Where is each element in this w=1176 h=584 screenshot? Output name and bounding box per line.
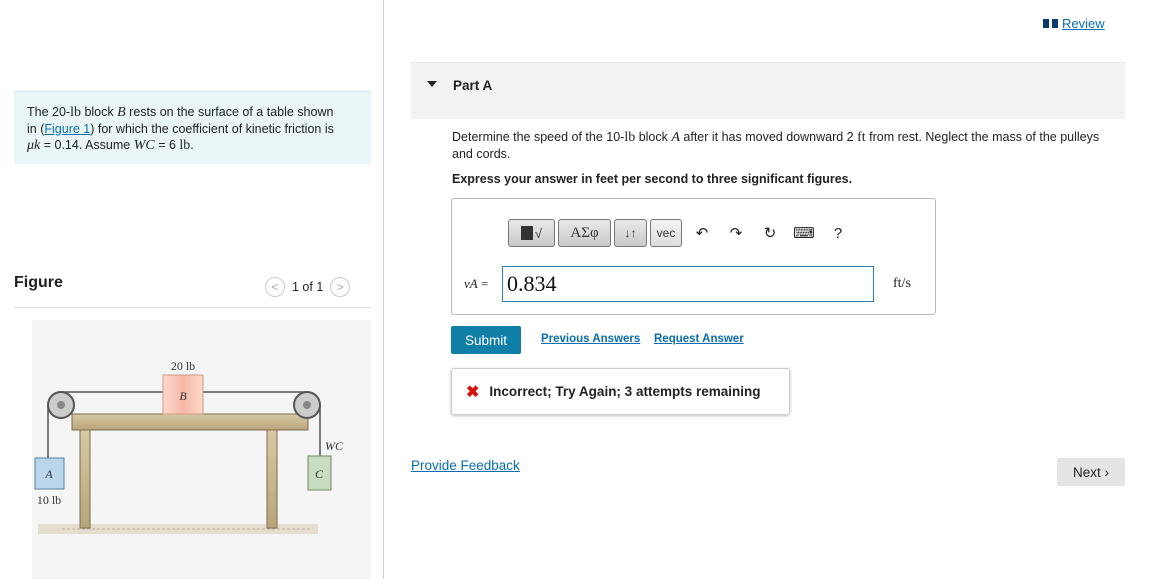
provide-feedback-link[interactable]: Provide Feedback <box>411 458 520 473</box>
unit-lb: lb <box>179 138 191 153</box>
mu-symbol: μk <box>27 138 41 153</box>
weight-label-20lb: 20 lb <box>170 359 196 373</box>
figure-title: Figure <box>14 274 63 291</box>
collapse-triangle-icon <box>427 81 437 87</box>
problem-text: ) for which the coefficient of kinetic friction is <box>90 122 334 136</box>
question-fragment: Determine the speed of the 10- <box>452 130 625 144</box>
problem-text: . <box>190 138 194 152</box>
question-fragment: from rest. Neglect the mass of the pulleys and cords. <box>452 130 1100 161</box>
reset-icon[interactable]: ↻ <box>763 225 777 242</box>
problem-text: in ( <box>27 122 45 136</box>
problem-statement <box>14 91 371 164</box>
left-panel <box>0 0 384 579</box>
equals-sign: = <box>477 276 489 291</box>
unit-lb: lb <box>70 105 81 120</box>
weight-label-10lb: 10 lb <box>36 493 62 507</box>
chevron-left-icon[interactable]: < <box>265 277 285 297</box>
feedback-message <box>451 368 790 415</box>
problem-text: The 20- <box>27 105 71 119</box>
arrows-button[interactable]: ↓↑ <box>614 219 647 247</box>
block-a-label: A <box>45 467 53 481</box>
figure-link[interactable]: Figure 1 <box>44 122 91 136</box>
redo-icon[interactable]: ↷ <box>729 225 743 242</box>
part-label: Part A <box>453 78 493 93</box>
next-button[interactable] <box>1057 458 1125 486</box>
next-label: Next <box>1072 464 1101 480</box>
pulley-table-diagram <box>14 320 371 579</box>
problem-text: rests on the surface of a table shown <box>125 105 334 119</box>
answer-box <box>451 198 936 315</box>
review-link[interactable] <box>1043 16 1105 31</box>
request-answer-link[interactable]: Request Answer <box>654 333 744 345</box>
templates-label: √ <box>534 225 543 241</box>
answer-input[interactable]: 0.834 <box>502 266 874 302</box>
unit-ft: ft <box>857 130 866 145</box>
variable-label <box>464 276 488 292</box>
templates-button[interactable] <box>508 219 555 247</box>
va-symbol: vA <box>464 276 478 291</box>
math-toolbar <box>508 219 855 247</box>
greek-symbols-button[interactable]: ΑΣφ <box>558 219 611 247</box>
chevron-right-icon[interactable]: > <box>330 277 350 297</box>
figure-pager <box>265 277 350 297</box>
pager-label: 1 of 1 <box>292 280 324 294</box>
problem-text: = 0.14. Assume <box>40 138 134 152</box>
undo-icon[interactable]: ↶ <box>695 225 709 242</box>
error-x-icon: ✖ <box>466 383 480 401</box>
panel-divider <box>383 0 384 579</box>
submit-button[interactable]: Submit <box>451 326 521 354</box>
block-b-symbol: B <box>117 105 126 120</box>
block-a-symbol: A <box>671 130 680 145</box>
template-square-icon <box>521 226 533 240</box>
book-icon <box>1043 19 1058 28</box>
chevron-right-icon: › <box>1104 464 1110 480</box>
wc-symbol: WC <box>133 138 155 153</box>
problem-text: = 6 <box>154 138 180 152</box>
feedback-text: Incorrect; Try Again; 3 attempts remaining <box>489 384 761 399</box>
wc-label: WC <box>325 439 343 453</box>
keyboard-icon[interactable]: ⌨ <box>793 225 815 242</box>
problem-text: block <box>80 105 118 119</box>
unit-lb: lb <box>624 130 636 145</box>
vec-button[interactable]: vec <box>650 219 682 247</box>
question-fragment: block <box>635 130 672 144</box>
figure-diagram <box>14 320 371 579</box>
block-b-label: B <box>179 389 187 403</box>
question-text <box>452 129 1112 162</box>
block-c-label: C <box>314 467 324 481</box>
instruction: Express your answer in feet per second to three significant figures. <box>452 172 853 186</box>
question-fragment: after it has moved downward 2 <box>679 130 858 144</box>
unit-label: ft/s <box>893 276 911 291</box>
help-button[interactable]: ? <box>833 224 843 242</box>
review-label: Review <box>1062 16 1105 31</box>
part-a-header[interactable] <box>411 63 1125 119</box>
previous-answers-link[interactable]: Previous Answers <box>541 333 641 345</box>
divider <box>14 307 371 308</box>
